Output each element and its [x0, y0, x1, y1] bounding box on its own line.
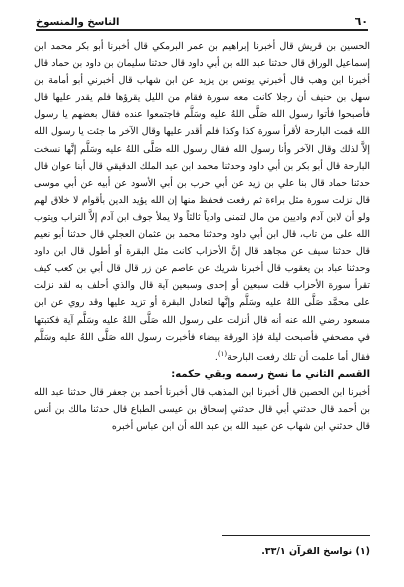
paragraph-text: الحسين بن قريش قال أخبرنا إبراهيم بن عمر البرمكي قال أخبرنا أبو بكر محمد ابن إسماعيل الوراق قال حدثنا عبد الله بن أبي داود قال حدثنا سليمان بن داود بن حماد قال أخبرنا ابن وهب قال أخبرني يونس بن يزيد عن ابن شهاب قال أخبرني أبو أمامة بن سهل بن حنيف أن رجلا كانت معه سورة فقام من الليل يقرؤها فلم يقدر عليها قال فأصبحوا فأتوا رسول الله صَلَّى اللهُ عليه وسَلَّم فاجتمعوا عنده فقال بعضهم يا رسول الله قمت البارحة لأقرأ سورة كذا وكذا فلم أقدر عليها وقال الآخر ما جئت يا رسول الله إلاَّ لذلك وقال الآخر وأنا رسول الله فقال رسول الله صَلَّى اللهُ عليه وسَلَّم إنَّها نسخت البارحة قال أبو بكر بن أبي داود وحدثنا محمد ابن عبد الملك الدقيقي قال أبنا عوان قال حدثنا حماد قال بنا علي بن زيد عن أبي حرب بن أبي الأسود عن أبيه عن أبي موسى قال نزلت سورة مثل براءة ثم رفعت فحفظ منها إن الله يؤيد الدين بأقوام لا خلاق لهم ولو أن لابن آدم واديين من مال لتمنى وادياً ثالثاً ولا يملأ جوف ابن آدم إلاَّ التراب ويتوب الله على من تاب، قال ابن أبي داود وحدثنا محمد بن عثمان العجلي قال حدثنا أبو نعيم قال حدثنا سيف عن مجاهد قال إنَّ الأحزاب كانت مثل البقرة أو أطول قال ابن داود وحدثنا عباد بن يعقوب قال أخبرنا شريك عن عاصم عن زر قال قال أبي بن كعب كيف تقرأ سورة الأحزاب قلت سبعين أو إحدى وسبعين آية قال والذي أحلف به لقد نزلت على محمَّد صَلَّى اللهُ عليه وسَلَّم وإنَّها لتعادل البقرة أو تزيد عليها وقد روي عن ابن مسعود رضي الله عنه أنه قال أنزلت على رسول الله صَلَّى اللهُ عليه وسَلَّم آية فكتبتها في مصحفي فأصبحت ليلة فإذ الورقة بيضاء فأخبرت رسول الله صَلَّى اللهُ عليه وسَلَّم فقال أما علمت أن تلك رفعت البارحة: [34, 41, 370, 363]
page-number: ٦٠: [354, 15, 368, 28]
page-header: [36, 8, 368, 28]
page-body: [34, 38, 370, 435]
running-title: الناسخ والمنسوخ: [36, 17, 120, 28]
footnote-reference: (١): [217, 349, 228, 358]
footnote-rule: [222, 535, 370, 536]
footnote: (١) نواسخ القرآن ٣٣/١.: [261, 546, 370, 557]
paragraph-end-mark: .: [214, 351, 218, 363]
header-rule: [36, 29, 368, 31]
paragraph-hadith-abrogated-recitation: [34, 38, 370, 366]
section-heading: القسم الثاني ما نسخ رسمه وبقي حكمه:: [171, 368, 370, 380]
paragraph-section-two: أخبرنا ابن الحصين قال أخبرنا ابن المذهب قال أخبرنا أحمد بن جعفر قال حدثنا عبد الله بن أحمد قال حدثني أبي قال حدثني إسحاق بن عيسى الطباع قال حدثنا مالك بن أنس قال حدثني ابن شهاب عن عبيد الله بن عبد الله أن ابن عباس أخبره: [34, 386, 370, 433]
